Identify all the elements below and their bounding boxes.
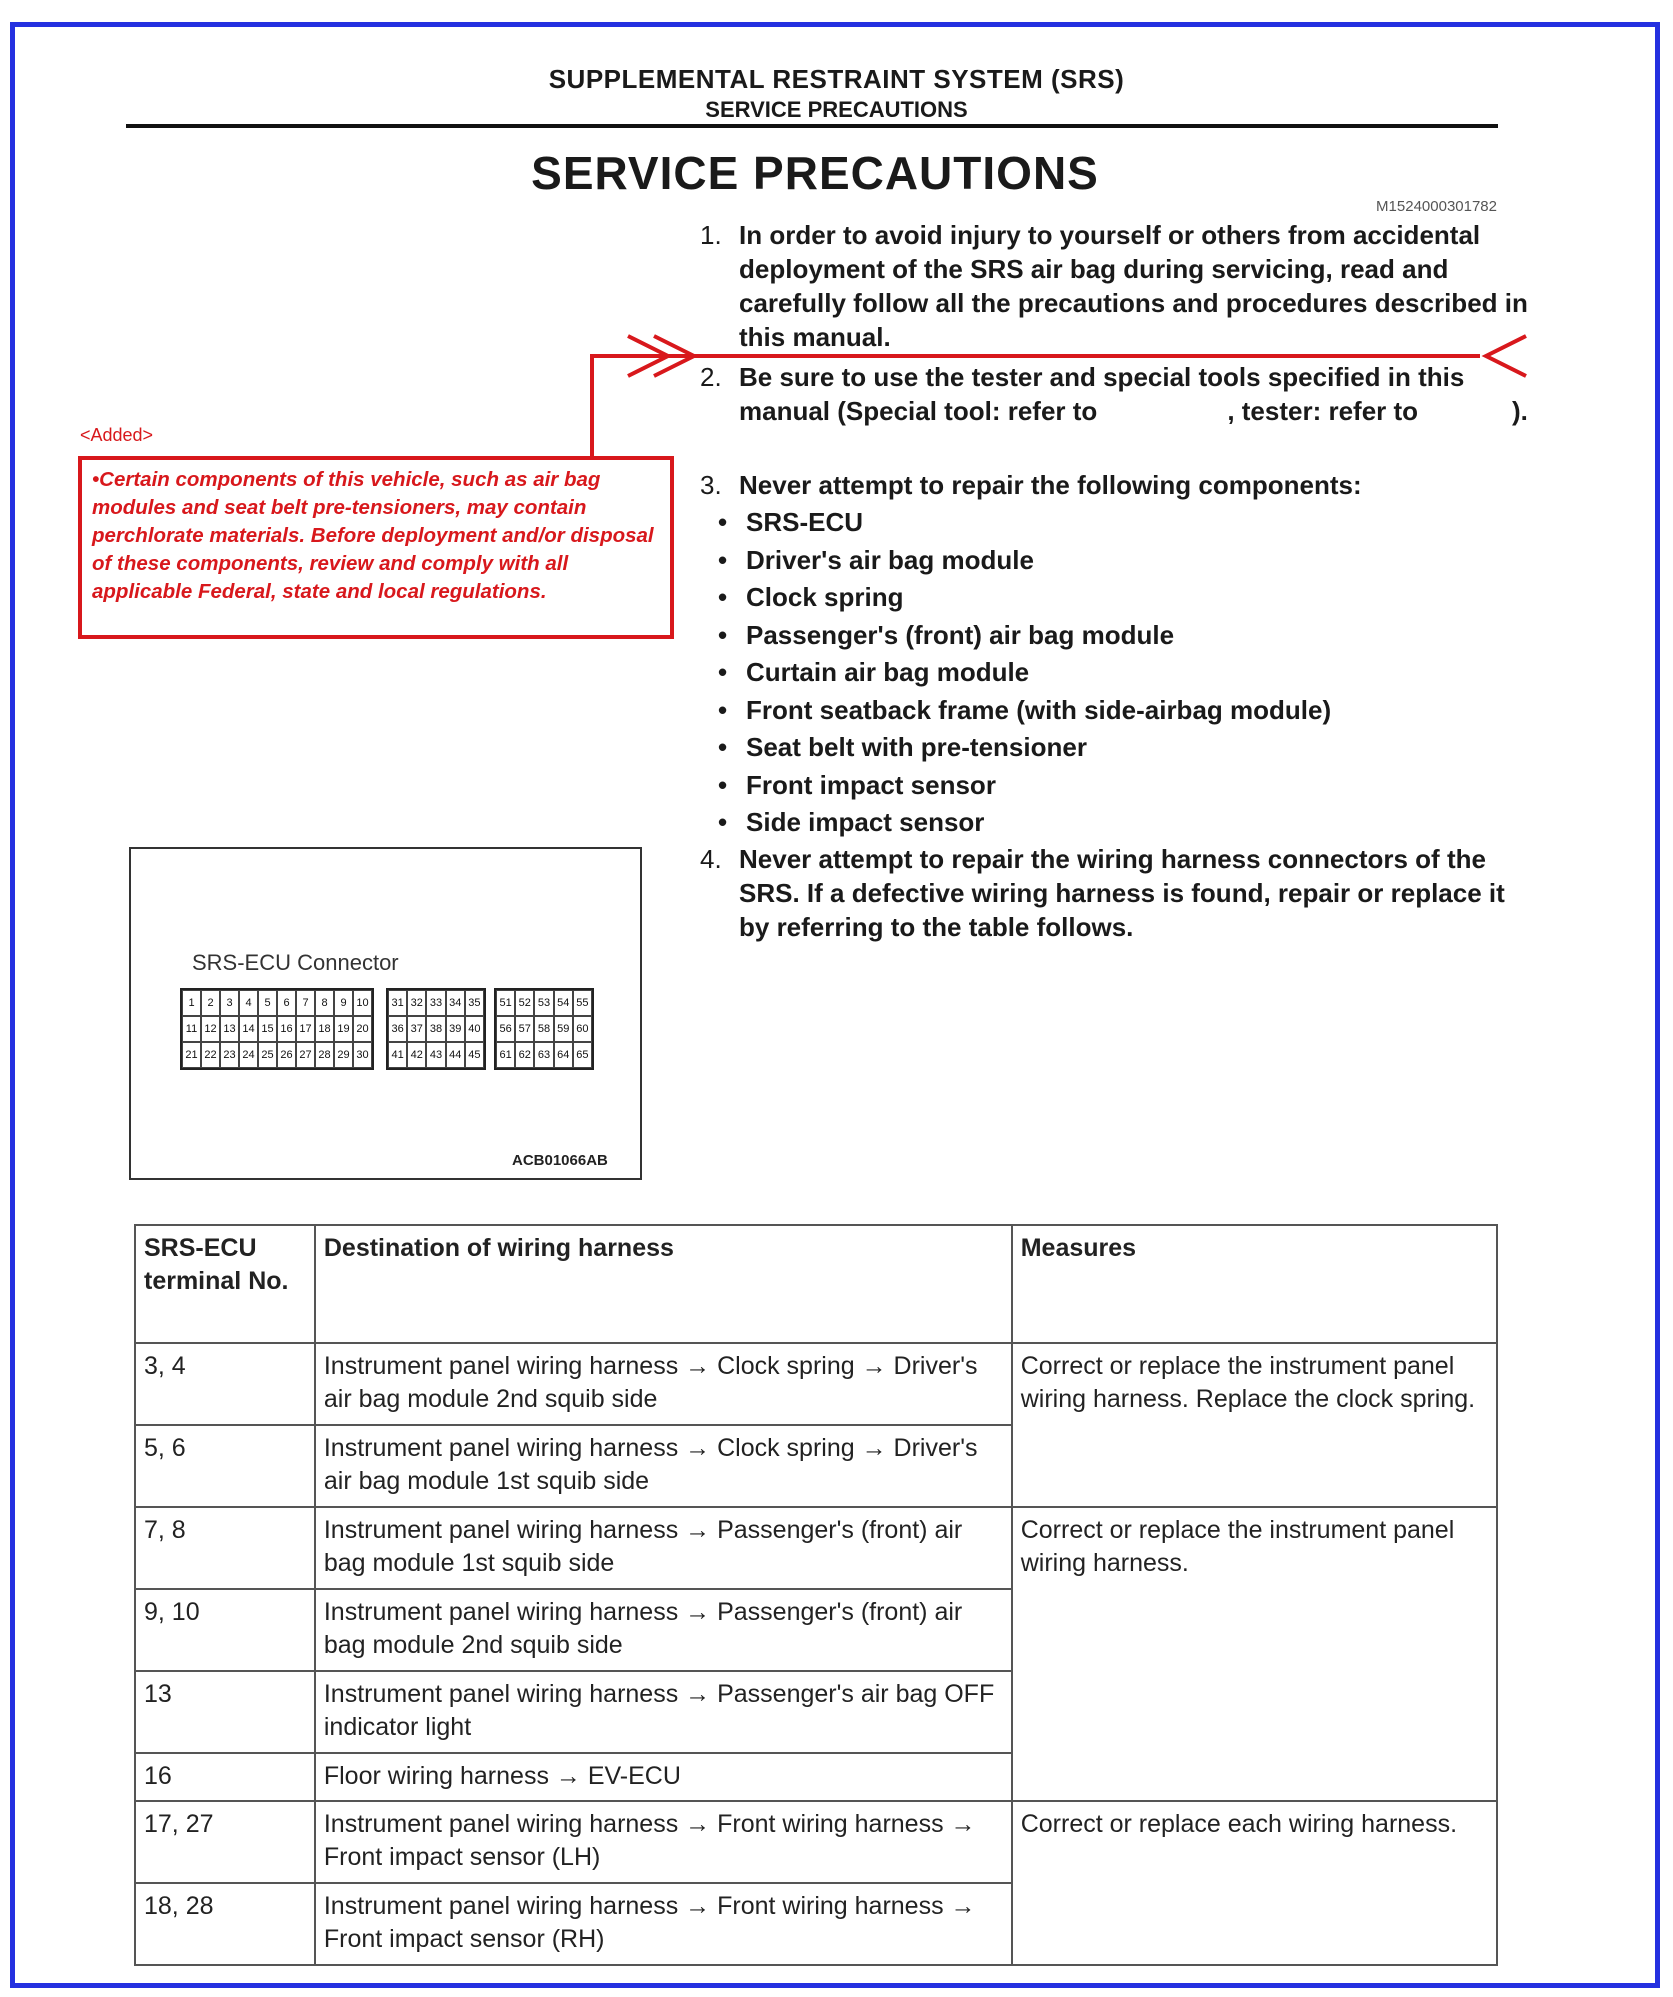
measures-cell: Correct or replace each wiring harness. [1012,1801,1497,1965]
connector-pin: 11 [182,1016,201,1042]
connector-pin: 58 [534,1016,553,1042]
connector-pin: 32 [407,990,426,1016]
connector-pin: 55 [573,990,592,1016]
connector-pin: 20 [353,1016,372,1042]
added-note-box: •Certain components of this vehicle, such as air bag modules and seat belt pre-tensioners, may contain perchlorate materials. Before deployment and/or disposal of these components, review and comply with all applicable Federal, state and local regulations. [78,456,674,639]
step-2 [700,360,1539,428]
figure-title: SRS-ECU Connector [192,950,399,975]
connector-pin: 21 [182,1042,201,1068]
component-item: • Clock spring [718,579,1331,617]
connector-pin: 38 [426,1016,445,1042]
component-item: • Side impact sensor [718,804,1331,842]
destination-cell: Instrument panel wiring harness → Passenger's (front) air bag module 2nd squib side [315,1589,1012,1671]
page-title: SERVICE PRECAUTIONS [531,147,1099,199]
connector-pin: 44 [446,1042,465,1068]
connector-pin: 18 [315,1016,334,1042]
header-measures: Measures [1012,1225,1497,1343]
destination-cell: Instrument panel wiring harness → Front wiring harness → Front impact sensor (LH) [315,1801,1012,1883]
connector-pin: 9 [334,990,353,1016]
table-row [135,1801,1497,1883]
table-header-row [135,1225,1497,1343]
connector-pin: 41 [388,1042,407,1068]
step-number: 2. [700,362,722,392]
connector-pin: 60 [573,1016,592,1042]
destination-cell: Instrument panel wiring harness → Passenger's (front) air bag module 1st squib side [315,1507,1012,1589]
section-header: SUPPLEMENTAL RESTRAINT SYSTEM (SRS) [548,64,1125,94]
connector-pin: 1 [182,990,201,1016]
step-text: Be sure to use the tester and special tools specified in this manual (Special tool: refer to , tester: refer to ). [739,362,1528,426]
connector-pin: 15 [258,1016,277,1042]
connector-row [182,1042,372,1068]
connector-row [182,990,372,1016]
connector-pin: 56 [496,1016,515,1042]
destination-cell: Instrument panel wiring harness → Passenger's air bag OFF indicator light [315,1671,1012,1753]
connector-row [388,1042,484,1068]
connector-pin: 63 [534,1042,553,1068]
terminal-cell: 16 [135,1753,315,1801]
component-item: • Passenger's (front) air bag module [718,617,1331,655]
connector-pin: 35 [465,990,484,1016]
connector-pin: 2 [201,990,220,1016]
connector-row [182,1016,372,1042]
component-item: • Seat belt with pre-tensioner [718,729,1331,767]
connector-pin: 5 [258,990,277,1016]
connector-pin: 64 [554,1042,573,1068]
connector-pin: 7 [296,990,315,1016]
connector-pin: 43 [426,1042,445,1068]
connector-pin: 53 [534,990,553,1016]
connector-pin: 40 [465,1016,484,1042]
measures-cell: Correct or replace the instrument panel wiring harness. [1012,1507,1497,1801]
connector-pin: 14 [239,1016,258,1042]
component-item: • Driver's air bag module [718,542,1331,580]
step-text: Never attempt to repair the following components: [739,470,1362,500]
connector-pin: 61 [496,1042,515,1068]
table-row [135,1507,1497,1589]
table-row [135,1343,1497,1425]
component-item: • Front impact sensor [718,767,1331,805]
step-text: In order to avoid injury to yourself or others from accidental deployment of the SRS air bag during servicing, read and carefully follow all the precautions and procedures described in this manual. [739,220,1528,352]
component-item: • Front seatback frame (with side-airbag module) [718,692,1331,730]
connector-pin: 22 [201,1042,220,1068]
terminal-cell: 7, 8 [135,1507,315,1589]
connector-row [388,1016,484,1042]
connector-pin: 23 [220,1042,239,1068]
step-number: 4. [700,844,722,874]
subsection-header: SERVICE PRECAUTIONS [705,97,968,122]
connector-row [496,1016,592,1042]
step-number: 3. [700,470,722,500]
connector-pin: 62 [515,1042,534,1068]
connector-pin: 54 [554,990,573,1016]
connector-pin: 39 [446,1016,465,1042]
connector-pin: 24 [239,1042,258,1068]
connector-pin: 28 [315,1042,334,1068]
connector-pin: 25 [258,1042,277,1068]
connector-row [388,990,484,1016]
connector-pin: 57 [515,1016,534,1042]
connector-pin: 12 [201,1016,220,1042]
connector-pin: 59 [554,1016,573,1042]
header-destination: Destination of wiring harness [315,1225,1012,1343]
connector-pin: 8 [315,990,334,1016]
connector-pin: 51 [496,990,515,1016]
added-label: <Added> [80,425,154,445]
component-list [718,504,1331,842]
connector-block [494,988,594,1070]
destination-cell: Floor wiring harness → EV-ECU [315,1753,1012,1801]
step-number: 1. [700,220,722,250]
component-item: • SRS-ECU [718,504,1331,542]
connector-block [386,988,486,1070]
connector-pin: 10 [353,990,372,1016]
connector-pin: 4 [239,990,258,1016]
connector-pin: 52 [515,990,534,1016]
connector-pin: 37 [407,1016,426,1042]
connector-row [496,1042,592,1068]
connector-pin: 36 [388,1016,407,1042]
step-3 [700,468,1539,502]
terminal-cell: 13 [135,1671,315,1753]
terminal-cell: 3, 4 [135,1343,315,1425]
figure-code: ACB01066AB [512,1152,608,1169]
terminal-cell: 9, 10 [135,1589,315,1671]
document-id: M1524000301782 [1376,198,1497,215]
connector-pin: 17 [296,1016,315,1042]
component-item: • Curtain air bag module [718,654,1331,692]
connector-pin: 27 [296,1042,315,1068]
header-rule [126,124,1498,128]
destination-cell: Instrument panel wiring harness → Clock spring → Driver's air bag module 2nd squib side [315,1343,1012,1425]
harness-table [134,1224,1498,1966]
connector-pin: 16 [277,1016,296,1042]
connector-pin: 42 [407,1042,426,1068]
terminal-cell: 18, 28 [135,1883,315,1965]
connector-pin: 45 [465,1042,484,1068]
connector-pin: 26 [277,1042,296,1068]
measures-cell: Correct or replace the instrument panel wiring harness. Replace the clock spring. [1012,1343,1497,1507]
connector-row [496,990,592,1016]
connector-pin: 30 [353,1042,372,1068]
step-text: Never attempt to repair the wiring harness connectors of the SRS. If a defective wiring harness is found, repair or replace it by referring to the table follows. [739,844,1505,942]
connector-pin: 29 [334,1042,353,1068]
connector-pin: 31 [388,990,407,1016]
step-4 [700,842,1539,944]
connector-pin: 19 [334,1016,353,1042]
terminal-cell: 17, 27 [135,1801,315,1883]
connector-pin: 6 [277,990,296,1016]
connector-pin: 13 [220,1016,239,1042]
connector-block [180,988,374,1070]
destination-cell: Instrument panel wiring harness → Front wiring harness → Front impact sensor (RH) [315,1883,1012,1965]
connector-pin: 34 [446,990,465,1016]
destination-cell: Instrument panel wiring harness → Clock spring → Driver's air bag module 1st squib side [315,1425,1012,1507]
connector-pin: 33 [426,990,445,1016]
step-1 [700,218,1539,354]
header-terminal: SRS-ECU terminal No. [135,1225,315,1343]
terminal-cell: 5, 6 [135,1425,315,1507]
connector-pin: 65 [573,1042,592,1068]
connector-pin: 3 [220,990,239,1016]
